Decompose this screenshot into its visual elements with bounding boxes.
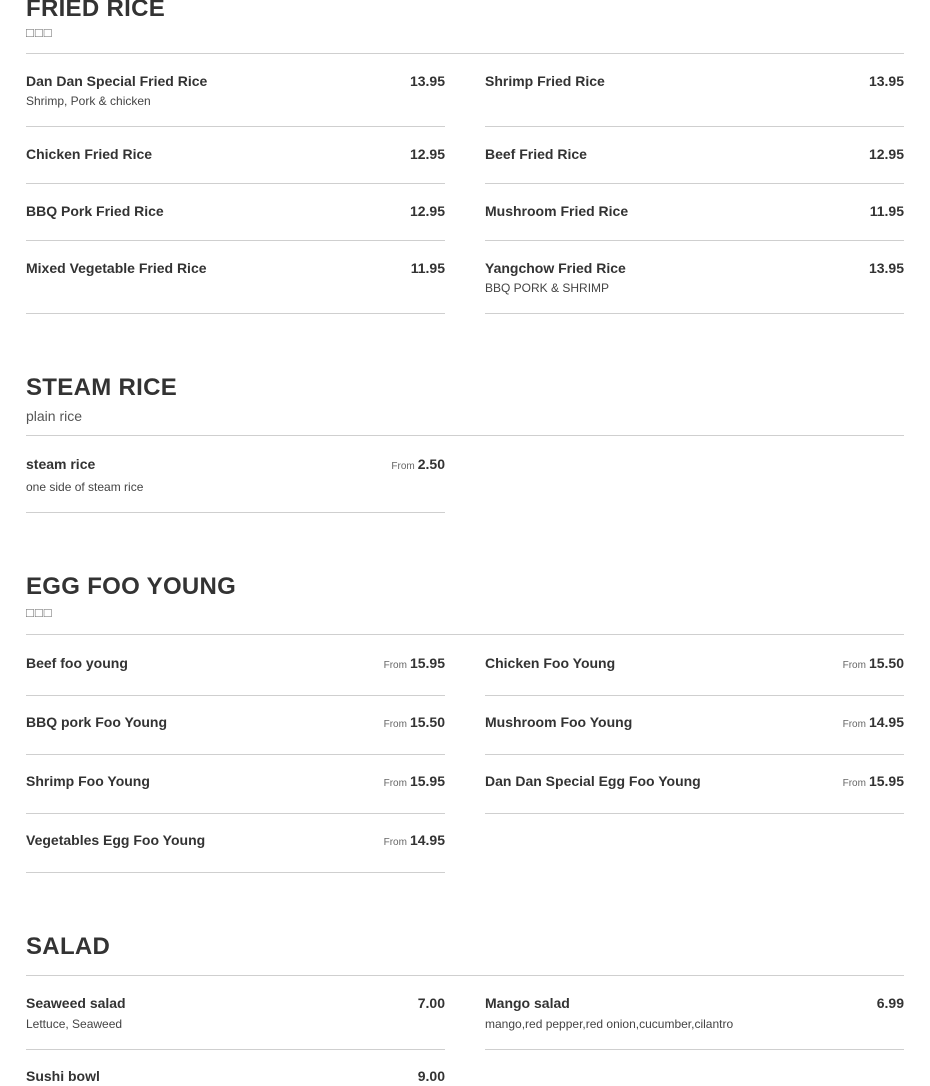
menu-item-mixed-vegetable-fried-rice[interactable]: [26, 259, 445, 314]
item-price: 9.00: [417, 1068, 445, 1084]
item-name: Mushroom Fried Rice: [485, 203, 629, 219]
item-price: From 15.50: [383, 714, 445, 730]
item-name: Shrimp Foo Young: [26, 773, 150, 789]
item-price: From 14.95: [842, 714, 904, 730]
item-name: Mushroom Foo Young: [485, 714, 633, 730]
menu-item-vegetables-egg-foo-young[interactable]: [26, 831, 445, 873]
item-description: one side of steam rice: [26, 480, 144, 494]
item-name: Vegetables Egg Foo Young: [26, 832, 206, 848]
section-divider: [26, 975, 904, 976]
item-name: BBQ Pork Fried Rice: [26, 203, 164, 219]
item-price: 12.95: [409, 203, 445, 219]
item-name: Shrimp Fried Rice: [485, 73, 605, 89]
section-title: FRIED RICE: [26, 0, 166, 22]
item-price: From 15.95: [383, 655, 445, 671]
item-price: 12.95: [409, 146, 445, 162]
item-name: Seaweed salad: [26, 995, 126, 1011]
menu-item-sushi-bowl[interactable]: [26, 1067, 445, 1086]
menu-item-chicken-foo-young[interactable]: [485, 654, 904, 696]
item-name: Mango salad: [485, 995, 570, 1011]
price-from-label: From: [842, 719, 866, 730]
menu-item-bbq-pork-fried-rice[interactable]: [26, 202, 445, 241]
item-price: 7.00: [417, 995, 445, 1011]
item-price: 13.95: [409, 73, 445, 89]
item-price: From 2.50: [391, 456, 445, 472]
price-from-label: From: [391, 461, 415, 472]
item-name: BBQ pork Foo Young: [26, 714, 168, 730]
section-steam-rice: [26, 374, 904, 436]
item-name: Beef Fried Rice: [485, 146, 587, 162]
item-name: Dan Dan Special Fried Rice: [26, 73, 208, 89]
item-description: Lettuce, Seaweed: [26, 1017, 123, 1031]
menu-item-steam-rice[interactable]: [26, 455, 445, 513]
item-price: From 15.95: [383, 773, 445, 789]
menu-item-dan-dan-special-egg-foo-young[interactable]: [485, 772, 904, 814]
menu-item-yangchow-fried-rice[interactable]: [485, 259, 904, 314]
section-salad: [26, 933, 904, 976]
item-name: Dan Dan Special Egg Foo Young: [485, 773, 701, 789]
item-price: 11.95: [410, 260, 445, 276]
section-divider: [26, 435, 904, 436]
menu-item-chicken-fried-rice[interactable]: [26, 145, 445, 184]
item-description: mango,red pepper,red onion,cucumber,cilantro: [485, 1017, 734, 1031]
menu-item-mushroom-foo-young[interactable]: [485, 713, 904, 755]
menu-item-dan-dan-special-fried-rice[interactable]: [26, 72, 445, 127]
item-price: 13.95: [868, 73, 904, 89]
item-price: 12.95: [868, 146, 904, 162]
section-fried-rice: [26, 0, 904, 54]
item-name: Mixed Vegetable Fried Rice: [26, 260, 207, 276]
menu-item-beef-foo-young[interactable]: [26, 654, 445, 696]
price-from-label: From: [842, 778, 866, 789]
section-egg-foo-young: [26, 573, 904, 635]
price-from-label: From: [842, 660, 866, 671]
item-price: 13.95: [868, 260, 904, 276]
item-name: Yangchow Fried Rice: [485, 260, 626, 276]
section-divider: [26, 53, 904, 54]
menu-item-mango-salad[interactable]: [485, 994, 904, 1050]
item-name: Chicken Foo Young: [485, 655, 616, 671]
price-from-label: From: [383, 778, 407, 789]
menu-item-bbq-pork-foo-young[interactable]: [26, 713, 445, 755]
item-description: BBQ PORK & SHRIMP: [485, 281, 610, 295]
price-from-label: From: [383, 719, 407, 730]
menu-item-seaweed-salad[interactable]: [26, 994, 445, 1050]
item-price: From 15.95: [842, 773, 904, 789]
section-subtitle: □□□: [26, 25, 53, 40]
item-description: Shrimp, Pork & chicken: [26, 94, 151, 108]
menu-item-mushroom-fried-rice[interactable]: [485, 202, 904, 241]
section-divider: [26, 634, 904, 635]
item-name: Sushi bowl: [26, 1068, 100, 1084]
menu-item-shrimp-foo-young[interactable]: [26, 772, 445, 814]
price-from-label: From: [383, 837, 407, 848]
menu-item-beef-fried-rice[interactable]: [485, 145, 904, 184]
section-title: EGG FOO YOUNG: [26, 573, 237, 600]
item-price: 11.95: [869, 203, 904, 219]
section-subtitle: plain rice: [26, 408, 83, 424]
menu-item-shrimp-fried-rice[interactable]: [485, 72, 904, 127]
section-subtitle: □□□: [26, 605, 53, 620]
item-price: From 15.50: [842, 655, 904, 671]
item-name: Chicken Fried Rice: [26, 146, 153, 162]
item-name: Beef foo young: [26, 655, 128, 671]
item-name: steam rice: [26, 456, 96, 472]
item-price: From 14.95: [383, 832, 445, 848]
section-title: SALAD: [26, 933, 111, 960]
price-from-label: From: [383, 660, 407, 671]
section-title: STEAM RICE: [26, 374, 178, 401]
item-price: 6.99: [876, 995, 904, 1011]
